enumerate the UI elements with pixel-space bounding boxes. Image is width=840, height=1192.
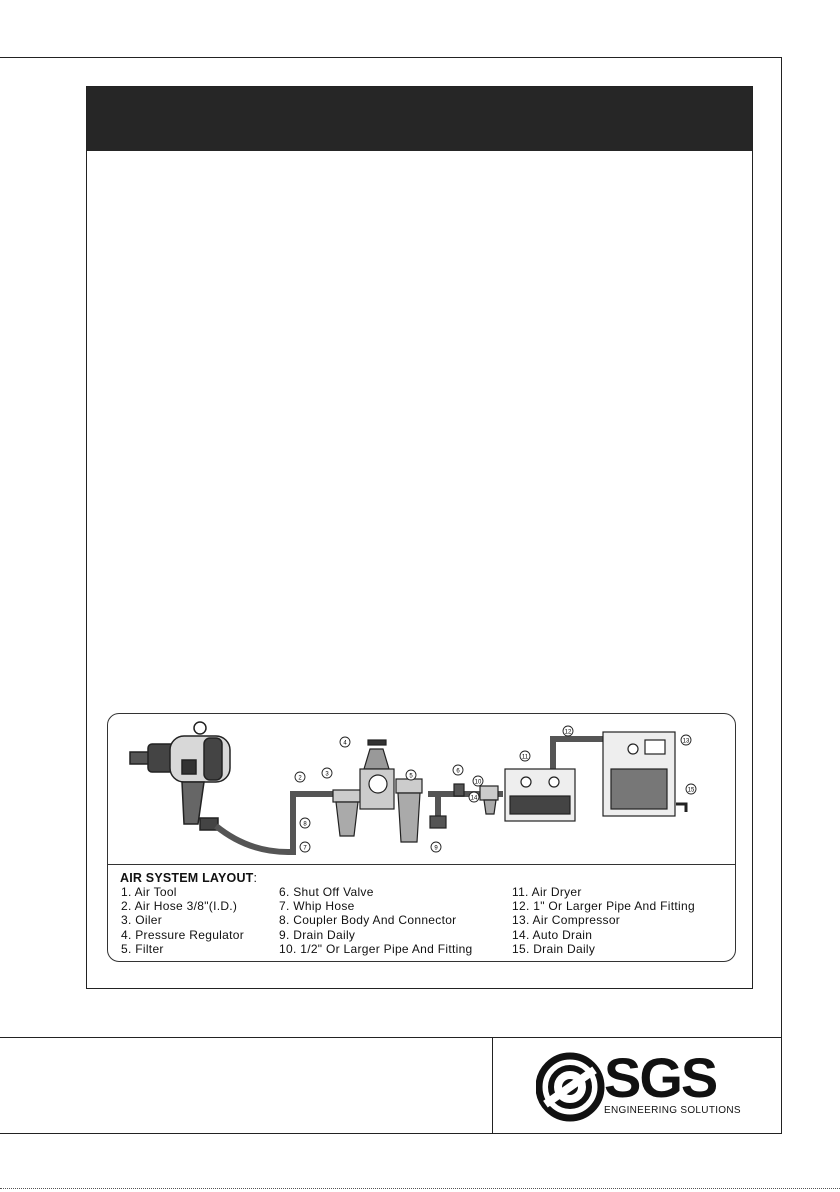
air-system-illustration [108,714,736,864]
legend-item: 8. Coupler Body And Connector [279,913,457,928]
legend-item: 1. Air Tool [121,885,177,899]
air-tool-icon [130,722,230,830]
callout-number: 15 [687,787,695,794]
air-compressor-icon [603,732,686,816]
legend-item: 14. Auto Drain [512,927,593,942]
legend-item: 10. 1/2" Or Larger Pipe And Fitting [279,941,473,956]
legend-column-2 [279,885,473,956]
legend-column-1 [121,885,244,956]
panel-header-bar [87,87,752,151]
callout-number: 2 [298,775,302,782]
logo-wordmark: SGS [604,1046,717,1109]
legend-title: AIR SYSTEM LAYOUT: [120,871,258,885]
legend-item: 15. Drain Daily [512,941,596,956]
legend-divider [108,864,735,865]
legend-item: 3. Oiler [121,913,163,928]
air-system-diagram [107,713,736,962]
legend-item: 4. Pressure Regulator [121,927,245,942]
callout-number: 5 [409,773,413,780]
frl-unit-icon [333,740,422,842]
footer-divider [0,1037,782,1038]
air-dryer-icon [505,769,575,821]
callout-number: 9 [434,845,438,852]
legend-item: 11. Air Dryer [512,885,582,899]
legend-item: 9. Drain Daily [279,927,356,942]
callout-number: 14 [470,795,478,802]
legend-item: 5. Filter [121,941,164,956]
callout-number: 8 [303,821,307,828]
callout-number: 11 [521,754,529,761]
callout-number: 12 [564,729,572,736]
legend-column-3 [512,885,695,956]
callout-number: 6 [456,768,460,775]
callout-number: 7 [303,845,307,852]
logo-tagline: ENGINEERING SOLUTIONS [604,1105,741,1116]
callout-number: 3 [325,771,329,778]
legend-item: 2. Air Hose 3/8"(I.D.) [121,899,238,914]
footer-vertical-divider [492,1037,493,1133]
legend-item: 6. Shut Off Valve [279,885,374,899]
callout-number: 10 [474,779,482,786]
legend-item: 7. Whip Hose [279,899,355,914]
callout-number: 4 [343,740,347,747]
legend-item: 13. Air Compressor [512,913,621,928]
callout-number: 13 [682,738,690,745]
legend-item: 12. 1" Or Larger Pipe And Fitting [512,899,695,914]
page-edge-dots [0,1188,840,1190]
